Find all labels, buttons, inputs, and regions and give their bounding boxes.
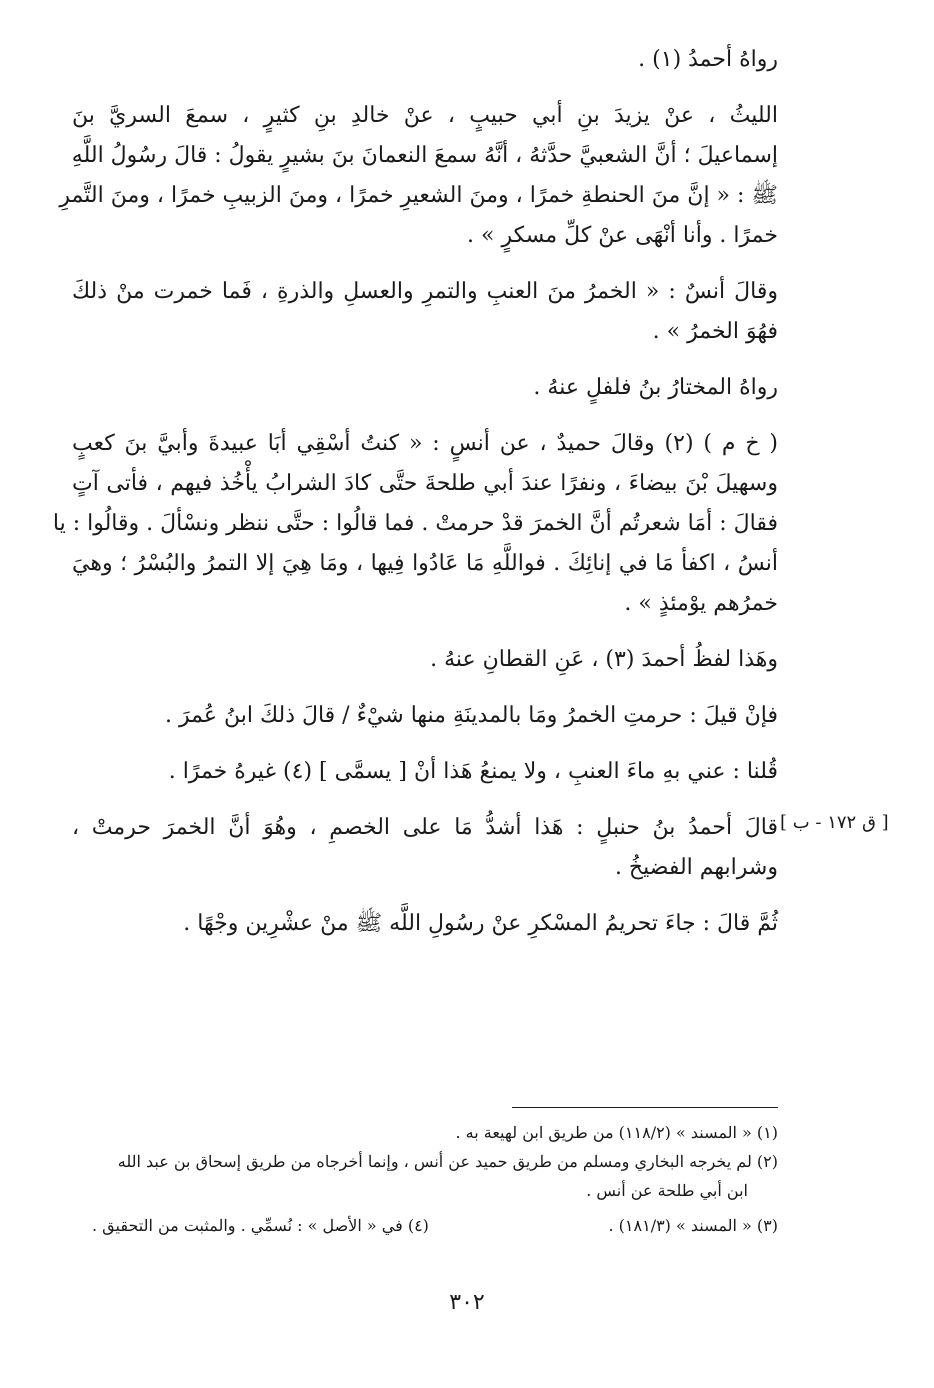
footnote: (١) « المسند » (١١٨/٢) من طريق ابن لهيعة به .	[455, 1123, 778, 1142]
text-line: فقالَ : أمَا شعرتُم أنَّ الخمرَ قدْ حرمتْ . فما قالُوا : حتَّى ننظر ونسْألَ . وقالُوا : يا	[52, 511, 778, 536]
text-line: قالَ أحمدُ بنُ حنبلٍ : هَذا أشدُّ مَا على الخصمِ ، وهُوَ أنَّ الخمرَ حرمتْ ،	[72, 815, 778, 840]
page-number: ٣٠٢	[449, 1290, 485, 1315]
text-line: خمرُهم يوْمئذٍ » .	[624, 591, 778, 616]
text-line: وهَذا لفظُ أحمدَ (٣) ، عَنِ القطانِ عنهُ .	[430, 647, 778, 672]
text-line: وشرابهم الفضيخُ .	[614, 855, 778, 880]
main-text	[52, 40, 779, 944]
text-line: رواهُ أحمدُ (١) .	[638, 47, 778, 72]
footnote: (٣) « المسند » (١٨١/٣) .	[608, 1216, 778, 1235]
footnote-row	[72, 1211, 778, 1240]
text-line: وقالَ أنسٌ : « الخمرُ منَ العنبِ والتمرِ والعسلِ والذرةِ ، فَما خمرت منْ ذلكَ	[72, 279, 778, 304]
text-line: ( خ م ) (٢) وقالَ حميدٌ ، عن أنسٍ : « كنتُ أسْقِي أبَا عبيدةَ وأبيَّ بنَ كعبٍ	[72, 431, 779, 456]
footnote-continuation: ابن أبي طلحة عن أنس .	[586, 1181, 748, 1200]
footnote-divider	[512, 1107, 778, 1108]
text-line: ﷺ : « إنَّ منَ الحنطةِ خمرًا ، ومنَ الشعيرِ خمرًا ، ومنَ الزبيبِ خمرًا ، ومنَ التَّمرِ	[59, 183, 778, 208]
text-line: فإنْ قيلَ : حرمتِ الخمرُ ومَا بالمدينَةِ منها شيْءٌ / قالَ ذلكَ ابنُ عُمرَ .	[165, 703, 778, 728]
text-line: أنسُ ، اكفأ مَا في إنائِكَ . فواللَّهِ مَا عَادُوا فِيها ، ومَا هِيَ إلا التمرُ والبُسْرُ ؛ وهيَ	[72, 551, 778, 576]
footnotes	[72, 1118, 778, 1240]
text-line: الليثُ ، عنْ يزيدَ بنِ أبي حبيبٍ ، عنْ خالدِ بنِ كثيرٍ ، سمعَ السريَّ بنَ	[72, 103, 778, 128]
text-line: ثُمَّ قالَ : جاءَ تحريمُ المسْكرِ عنْ رسُولِ اللَّه ﷺ منْ عشْرِين وجْهًا .	[183, 911, 778, 936]
footnote: (٤) في « الأصل » : نُسمِّي . والمثبت من التحقيق .	[92, 1216, 429, 1235]
manuscript-folio-note: [ ق ١٧٢ - ب ]	[780, 812, 889, 833]
text-line: وسهيلَ بْنَ بيضاءَ ، ونفرًا عندَ أبي طلحةَ حتَّى كادَ الشرابُ يأْخُذ فيهم ، فأتى آتٍ	[72, 471, 778, 496]
text-line: قُلنا : عني بهِ ماءَ العنبِ ، ولا يمنعُ هَذا أنْ [ يسمَّى ] (٤) غيرهُ خمرًا .	[168, 759, 778, 784]
text-line: رواهُ المختارُ بنُ فلفلٍ عنهُ .	[533, 375, 778, 400]
footnote: (٢) لم يخرجه البخاري ومسلم من طريق حميد عن أنس ، وإنما أخرجاه من طريق إسحاق بن عبد الله	[117, 1152, 778, 1171]
text-line: خمرًا . وأنا أنْهَى عنْ كلِّ مسكرٍ » .	[467, 223, 778, 248]
text-line: إسماعيلَ ؛ أنَّ الشعبيَّ حدَّثهُ ، أنَّهُ سمعَ النعمانَ بنَ بشيرٍ يقولُ : قالَ رسُولُ اللَّهِ	[71, 143, 778, 168]
text-line: فهُوَ الخمرُ » .	[652, 319, 778, 344]
